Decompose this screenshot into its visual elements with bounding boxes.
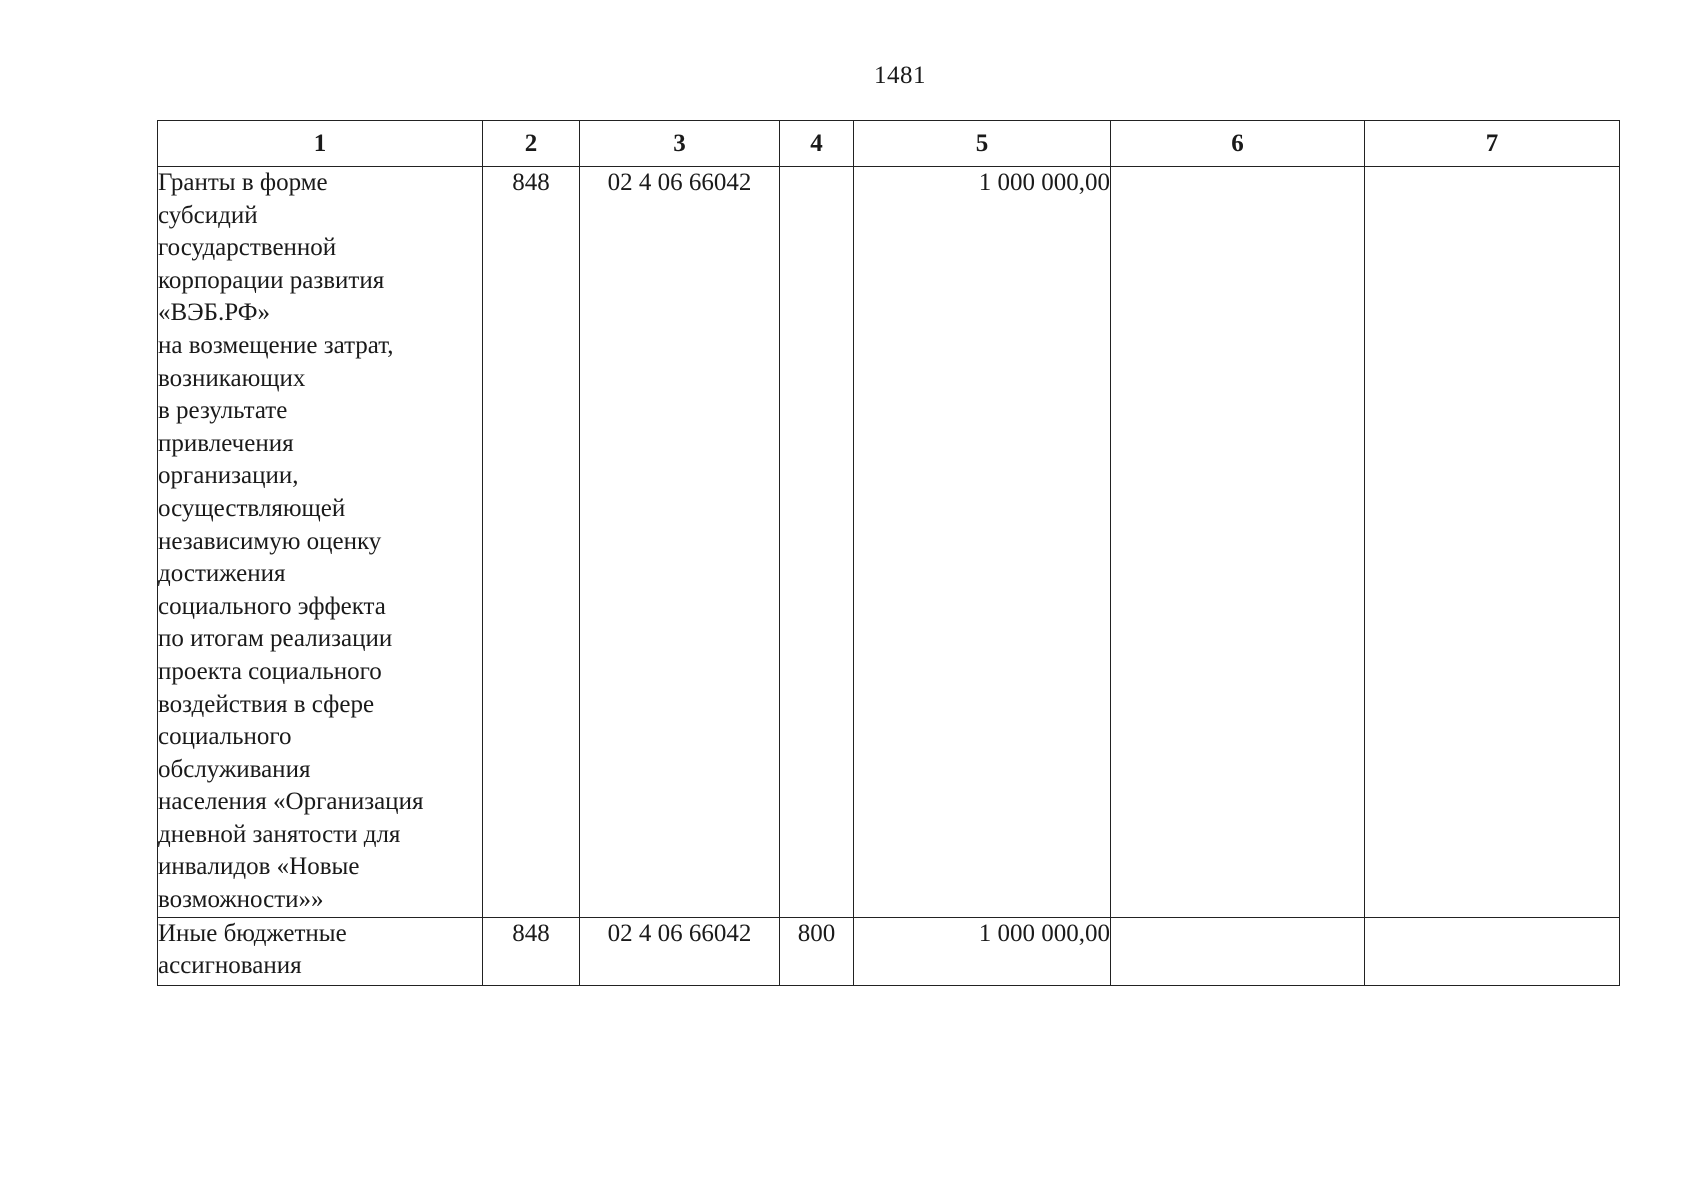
- column-7-cell: [1365, 917, 1620, 985]
- row-name-line: возникающих: [158, 364, 306, 392]
- row-name-line: привлечения: [158, 429, 294, 457]
- table-row: [158, 917, 1620, 985]
- ministry-code: 848: [483, 917, 580, 985]
- row-name-line: государственной: [158, 234, 337, 262]
- row-name-line: воздействия в сфере: [158, 690, 375, 718]
- target-article: 02 4 06 66042: [580, 167, 780, 918]
- column-6-cell: [1111, 917, 1365, 985]
- row-name-line: Гранты в форме: [158, 169, 328, 196]
- row-name-line: дневной занятости для: [158, 820, 401, 848]
- ministry-code: 848: [483, 167, 580, 918]
- column-header-2: 2: [483, 121, 580, 167]
- row-name-line: населения «Организация: [158, 788, 424, 816]
- column-header-6: 6: [1111, 121, 1365, 167]
- row-name-line: субсидий: [158, 201, 258, 229]
- row-name: [158, 917, 483, 985]
- expense-type: [780, 167, 854, 918]
- row-name-line: обслуживания: [158, 755, 311, 783]
- row-name-line: Иные бюджетные: [158, 919, 347, 947]
- row-name-line: ассигнования: [158, 952, 302, 980]
- column-header-3: 3: [580, 121, 780, 167]
- column-header-5: 5: [854, 121, 1111, 167]
- row-name-line: достижения: [158, 560, 286, 588]
- table-row: [158, 167, 1620, 918]
- column-header-7: 7: [1365, 121, 1620, 167]
- row-name-line: на возмещение затрат,: [158, 331, 394, 359]
- row-name-line: возможности»»: [158, 886, 324, 914]
- page-number: 1481: [874, 62, 926, 89]
- row-name-line: осуществляющей: [158, 494, 346, 522]
- column-7-cell: [1365, 167, 1620, 918]
- column-6-cell: [1111, 167, 1365, 918]
- row-name-line: корпорации развития: [158, 266, 385, 294]
- header-row: [158, 121, 1620, 167]
- budget-table: [157, 120, 1620, 986]
- row-name-line: организации,: [158, 462, 299, 490]
- row-name: [158, 167, 483, 918]
- row-name-line: по итогам реализации: [158, 625, 393, 653]
- target-article: 02 4 06 66042: [580, 917, 780, 985]
- column-header-4: 4: [780, 121, 854, 167]
- row-name-line: социального эффекта: [158, 592, 386, 620]
- column-header-1: 1: [158, 121, 483, 167]
- amount: 1 000 000,00: [854, 917, 1111, 985]
- expense-type: 800: [780, 917, 854, 985]
- amount: 1 000 000,00: [854, 167, 1111, 918]
- row-name-line: социального: [158, 723, 292, 751]
- row-name-line: «ВЭБ.РФ»: [158, 299, 271, 327]
- row-name-line: проекта социального: [158, 657, 382, 685]
- row-name-line: инвалидов «Новые: [158, 853, 360, 881]
- row-name-line: независимую оценку: [158, 527, 382, 555]
- row-name-line: в результате: [158, 397, 288, 425]
